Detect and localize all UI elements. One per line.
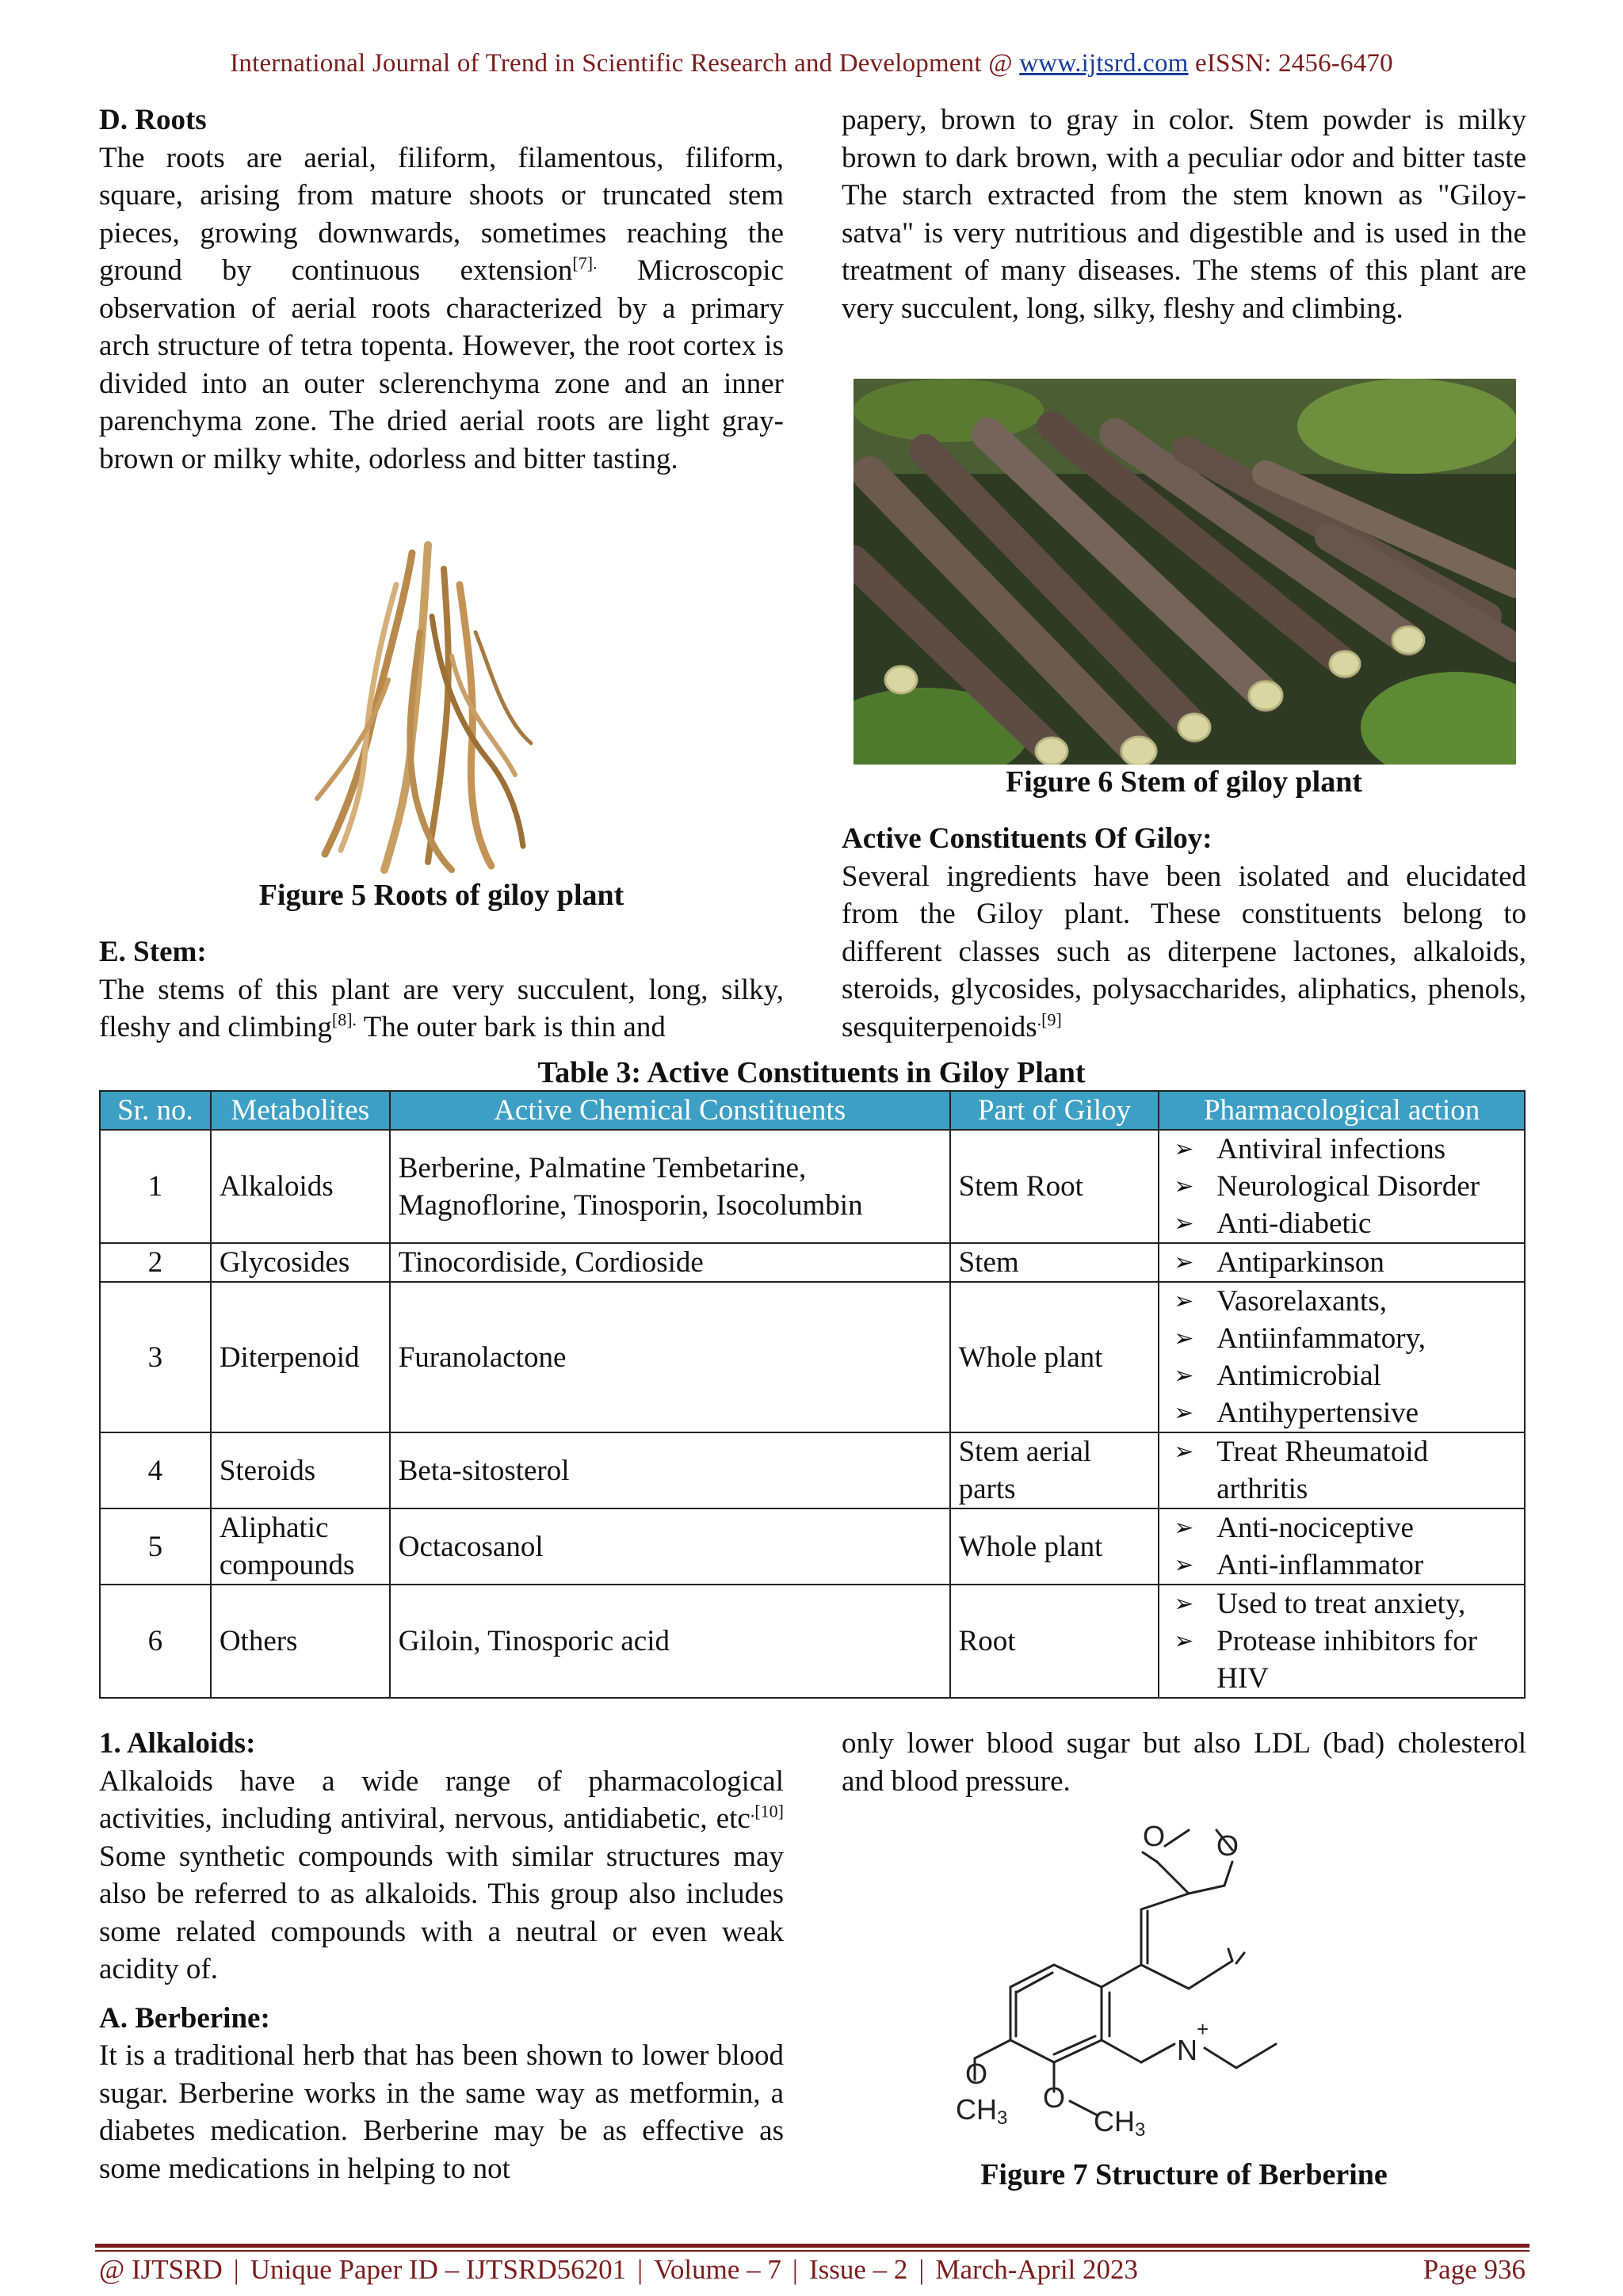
arrow-bullet-icon: ➢ (1174, 1211, 1194, 1237)
alkaloids-text-2: Some synthetic compounds with similar structures may also be referred to as alkaloids. This group also includes some related compounds with a neutral or even weak acidity of. (99, 1840, 784, 1985)
stem-text-1: The stems of this plant are very succulent, long, silky, fleshy and climbing (99, 973, 784, 1043)
col-header-part: Part of Giloy (950, 1091, 1159, 1130)
action-item (1167, 1357, 1516, 1394)
cell-part: Stem (950, 1243, 1159, 1282)
active-paragraph (842, 858, 1526, 1047)
page-footer (99, 2250, 1526, 2290)
action-text: Vasorelaxants, (1216, 1285, 1387, 1318)
arrow-bullet-icon: ➢ (1174, 1552, 1194, 1578)
arrow-bullet-icon: ➢ (1174, 1515, 1194, 1541)
action-text: Protease inhibitors for HIV (1216, 1625, 1478, 1695)
left-column-top (99, 101, 784, 478)
cell-sr: 3 (100, 1282, 211, 1432)
stem-photo (854, 379, 1516, 765)
footer-separator: | (637, 2254, 643, 2285)
right-column-active (842, 820, 1526, 1046)
roots-text-1: The roots are aerial, filiform, filamentous, filiform, square, arising from mature shoots or truncated stem pieces, growing downwards, sometimes reaching the ground by continuous extension (99, 141, 784, 287)
cell-metabolite: Others (211, 1585, 390, 1698)
cell-sr: 2 (100, 1243, 211, 1282)
stem-text-2: The outer bark is thin and (357, 1011, 666, 1043)
col-header-sr: Sr. no. (100, 1091, 211, 1130)
atom-o4: O (1043, 2081, 1066, 2114)
right-column-top (842, 101, 1526, 327)
cell-actions (1159, 1282, 1525, 1432)
footer-separator: | (233, 2254, 239, 2285)
action-item (1167, 1623, 1516, 1697)
table-header-row (100, 1091, 1525, 1130)
methyl-label-1: CH3 (956, 2093, 1008, 2129)
cell-actions (1159, 1432, 1525, 1508)
col-header-metabolites: Metabolites (211, 1091, 390, 1130)
atom-n: N (1177, 2034, 1197, 2066)
methyl-label-2: CH3 (1094, 2105, 1146, 2141)
col-header-action: Pharmacological action (1159, 1091, 1525, 1130)
action-text: Anti-diabetic (1216, 1207, 1372, 1240)
cell-constituents: Furanolactone (390, 1282, 950, 1432)
action-text: Antimicrobial (1216, 1360, 1381, 1392)
running-header (0, 49, 1623, 78)
footer-issue: Issue – 2 (808, 2254, 908, 2285)
table-row (100, 1585, 1525, 1698)
right-column-bottom (842, 1725, 1526, 1800)
cell-sr: 5 (100, 1508, 211, 1585)
figure-7-caption: Figure 7 Structure of Berberine (980, 2158, 1388, 2191)
cell-actions (1159, 1508, 1525, 1585)
footer-journal: @ IJTSRD (99, 2254, 223, 2285)
berberine-structure-diagram (919, 1806, 1426, 2147)
cell-part: Root (950, 1585, 1159, 1698)
arrow-bullet-icon: ➢ (1174, 1591, 1194, 1617)
arrow-bullet-icon: ➢ (1174, 1173, 1194, 1199)
berberine-paragraph-continued: only lower blood sugar but also LDL (bad) cholesterol and blood pressure. (842, 1727, 1526, 1798)
action-item (1167, 1205, 1516, 1242)
action-text: Neurological Disorder (1216, 1170, 1480, 1203)
cell-constituents: Octacosanol (390, 1508, 950, 1585)
berberine-paragraph: It is a traditional herb that has been shown to lower blood sugar. Berberine works in the same way as metformin, a diabetes medication. Berberine may be as effective as some medications in helping to not (99, 2039, 784, 2185)
table-row (100, 1130, 1525, 1243)
cell-constituents: Tinocordiside, Cordioside (390, 1243, 950, 1282)
atom-o1: O (1143, 1820, 1166, 1852)
citation-10: .[10] (750, 1801, 784, 1821)
action-item (1167, 1244, 1516, 1281)
footer-volume: Volume – 7 (654, 2254, 781, 2285)
footer-separator: | (918, 2254, 925, 2285)
table-row (100, 1508, 1525, 1585)
col-header-constituents: Active Chemical Constituents (390, 1091, 950, 1130)
action-item (1167, 1585, 1516, 1623)
arrow-bullet-icon: ➢ (1174, 1288, 1194, 1314)
page-number: Page 936 (1423, 2254, 1526, 2285)
atom-o2: O (1216, 1829, 1239, 1862)
section-heading-alkaloids: 1. Alkaloids: (99, 1727, 256, 1760)
stem-paragraph (99, 971, 784, 1047)
citation-8: [8]. (331, 1009, 357, 1030)
section-heading-active: Active Constituents Of Giloy: (842, 822, 1212, 855)
action-text: Antihypertensive (1216, 1397, 1419, 1429)
arrow-bullet-icon: ➢ (1174, 1249, 1194, 1276)
table-row (100, 1282, 1525, 1432)
journal-link[interactable]: www.ijtsrd.com (1019, 49, 1189, 78)
action-text: Antiviral infections (1216, 1133, 1445, 1165)
citation-9: .[9] (1037, 1009, 1062, 1030)
atom-o3: O (965, 2058, 988, 2090)
cell-part: Stem aerial parts (950, 1432, 1159, 1508)
cell-metabolite: Steroids (211, 1432, 390, 1508)
arrow-bullet-icon: ➢ (1174, 1439, 1194, 1465)
arrow-bullet-icon: ➢ (1174, 1628, 1194, 1654)
action-item (1167, 1131, 1516, 1168)
alkaloids-text-1: Alkaloids have a wide range of pharmacological activities, including antiviral, nervous, antidiabetic, etc (99, 1764, 784, 1835)
action-text: Anti-inflammator (1216, 1549, 1424, 1581)
footer-paper-id: Unique Paper ID – IJTSRD56201 (250, 2254, 627, 2285)
cell-metabolite: Diterpenoid (211, 1282, 390, 1432)
action-item (1167, 1168, 1516, 1205)
cell-sr: 4 (100, 1432, 211, 1508)
section-heading-stem: E. Stem: (99, 936, 207, 968)
citation-7: [7]. (572, 253, 598, 273)
header-issn: eISSN: 2456-6470 (1188, 49, 1393, 78)
action-text: Antiparkinson (1216, 1246, 1384, 1279)
cell-metabolite: Alkaloids (211, 1130, 390, 1243)
footer-rule-thick (95, 2244, 1529, 2248)
charge-plus: + (1197, 2017, 1209, 2041)
header-text: International Journal of Trend in Scientific Research and Development @ (230, 49, 1020, 78)
section-heading-roots: D. Roots (99, 104, 207, 136)
roots-text-2: Microscopic observation of aerial roots characterized by a primary arch structure of tetra topenta. However, the root cortex is divided into an outer sclerenchyma zone and an inner parenchyma zone. The dried aerial roots are light gray-brown or milky white, odorless and bitter tasting. (99, 254, 784, 475)
cell-constituents: Berberine, Palmatine Tembetarine, Magnoflorine, Tinosporin, Isocolumbin (390, 1130, 950, 1243)
cell-actions (1159, 1130, 1525, 1243)
section-heading-berberine: A. Berberine: (99, 2001, 270, 2035)
cell-part: Stem Root (950, 1130, 1159, 1243)
constituents-table (99, 1090, 1526, 1699)
action-item (1167, 1509, 1516, 1547)
action-item (1167, 1320, 1516, 1357)
footer-separator: | (792, 2254, 798, 2285)
figure-6-caption: Figure 6 Stem of giloy plant (1005, 765, 1362, 799)
table-row (100, 1243, 1525, 1282)
cell-metabolite: Aliphatic compounds (211, 1508, 390, 1585)
table-3-title: Table 3: Active Constituents in Giloy Plant (537, 1056, 1086, 1089)
action-text: Used to treat anxiety, (1216, 1588, 1466, 1620)
cell-part: Whole plant (950, 1282, 1159, 1432)
action-text: Anti-nociceptive (1216, 1512, 1414, 1544)
stem-paragraph-continued: papery, brown to gray in color. Stem powder is milky brown to dark brown, with a peculiar odor and bitter taste The starch extracted from the stem known as "Giloy-satva" is very nutritious and digestible and is used in the treatment of many diseases. The stems of this plant are very succulent, long, silky, fleshy and climbing. (842, 104, 1526, 325)
action-item (1167, 1433, 1516, 1508)
roots-photo (293, 537, 547, 878)
cell-part: Whole plant (950, 1508, 1159, 1585)
alkaloids-paragraph (99, 1763, 784, 1989)
footer-date: March-April 2023 (935, 2254, 1139, 2285)
action-item (1167, 1547, 1516, 1584)
active-text: Several ingredients have been isolated and elucidated from the Giloy plant. These constituents belong to different classes such as diterpene lactones, alkaloids, steroids, glycosides, polysaccharides, aliphatics, phenols, sesquiterpenoids (842, 860, 1526, 1043)
action-text: Antiinfammatory, (1216, 1322, 1426, 1355)
action-text: Treat Rheumatoid arthritis (1216, 1436, 1429, 1505)
cell-actions (1159, 1243, 1525, 1282)
arrow-bullet-icon: ➢ (1174, 1325, 1194, 1352)
arrow-bullet-icon: ➢ (1174, 1136, 1194, 1162)
roots-paragraph (99, 139, 784, 479)
cell-constituents: Giloin, Tinosporic acid (390, 1585, 950, 1698)
cell-sr: 1 (100, 1130, 211, 1243)
table-row (100, 1432, 1525, 1508)
action-item (1167, 1394, 1516, 1432)
left-column-stem (99, 933, 784, 1047)
left-column-bottom (99, 1725, 784, 2187)
cell-sr: 6 (100, 1585, 211, 1698)
action-item (1167, 1283, 1516, 1320)
figure-5-caption: Figure 5 Roots of giloy plant (258, 879, 624, 912)
cell-actions (1159, 1585, 1525, 1698)
arrow-bullet-icon: ➢ (1174, 1363, 1194, 1389)
cell-metabolite: Glycosides (211, 1243, 390, 1282)
arrow-bullet-icon: ➢ (1174, 1400, 1194, 1426)
cell-constituents: Beta-sitosterol (390, 1432, 950, 1508)
